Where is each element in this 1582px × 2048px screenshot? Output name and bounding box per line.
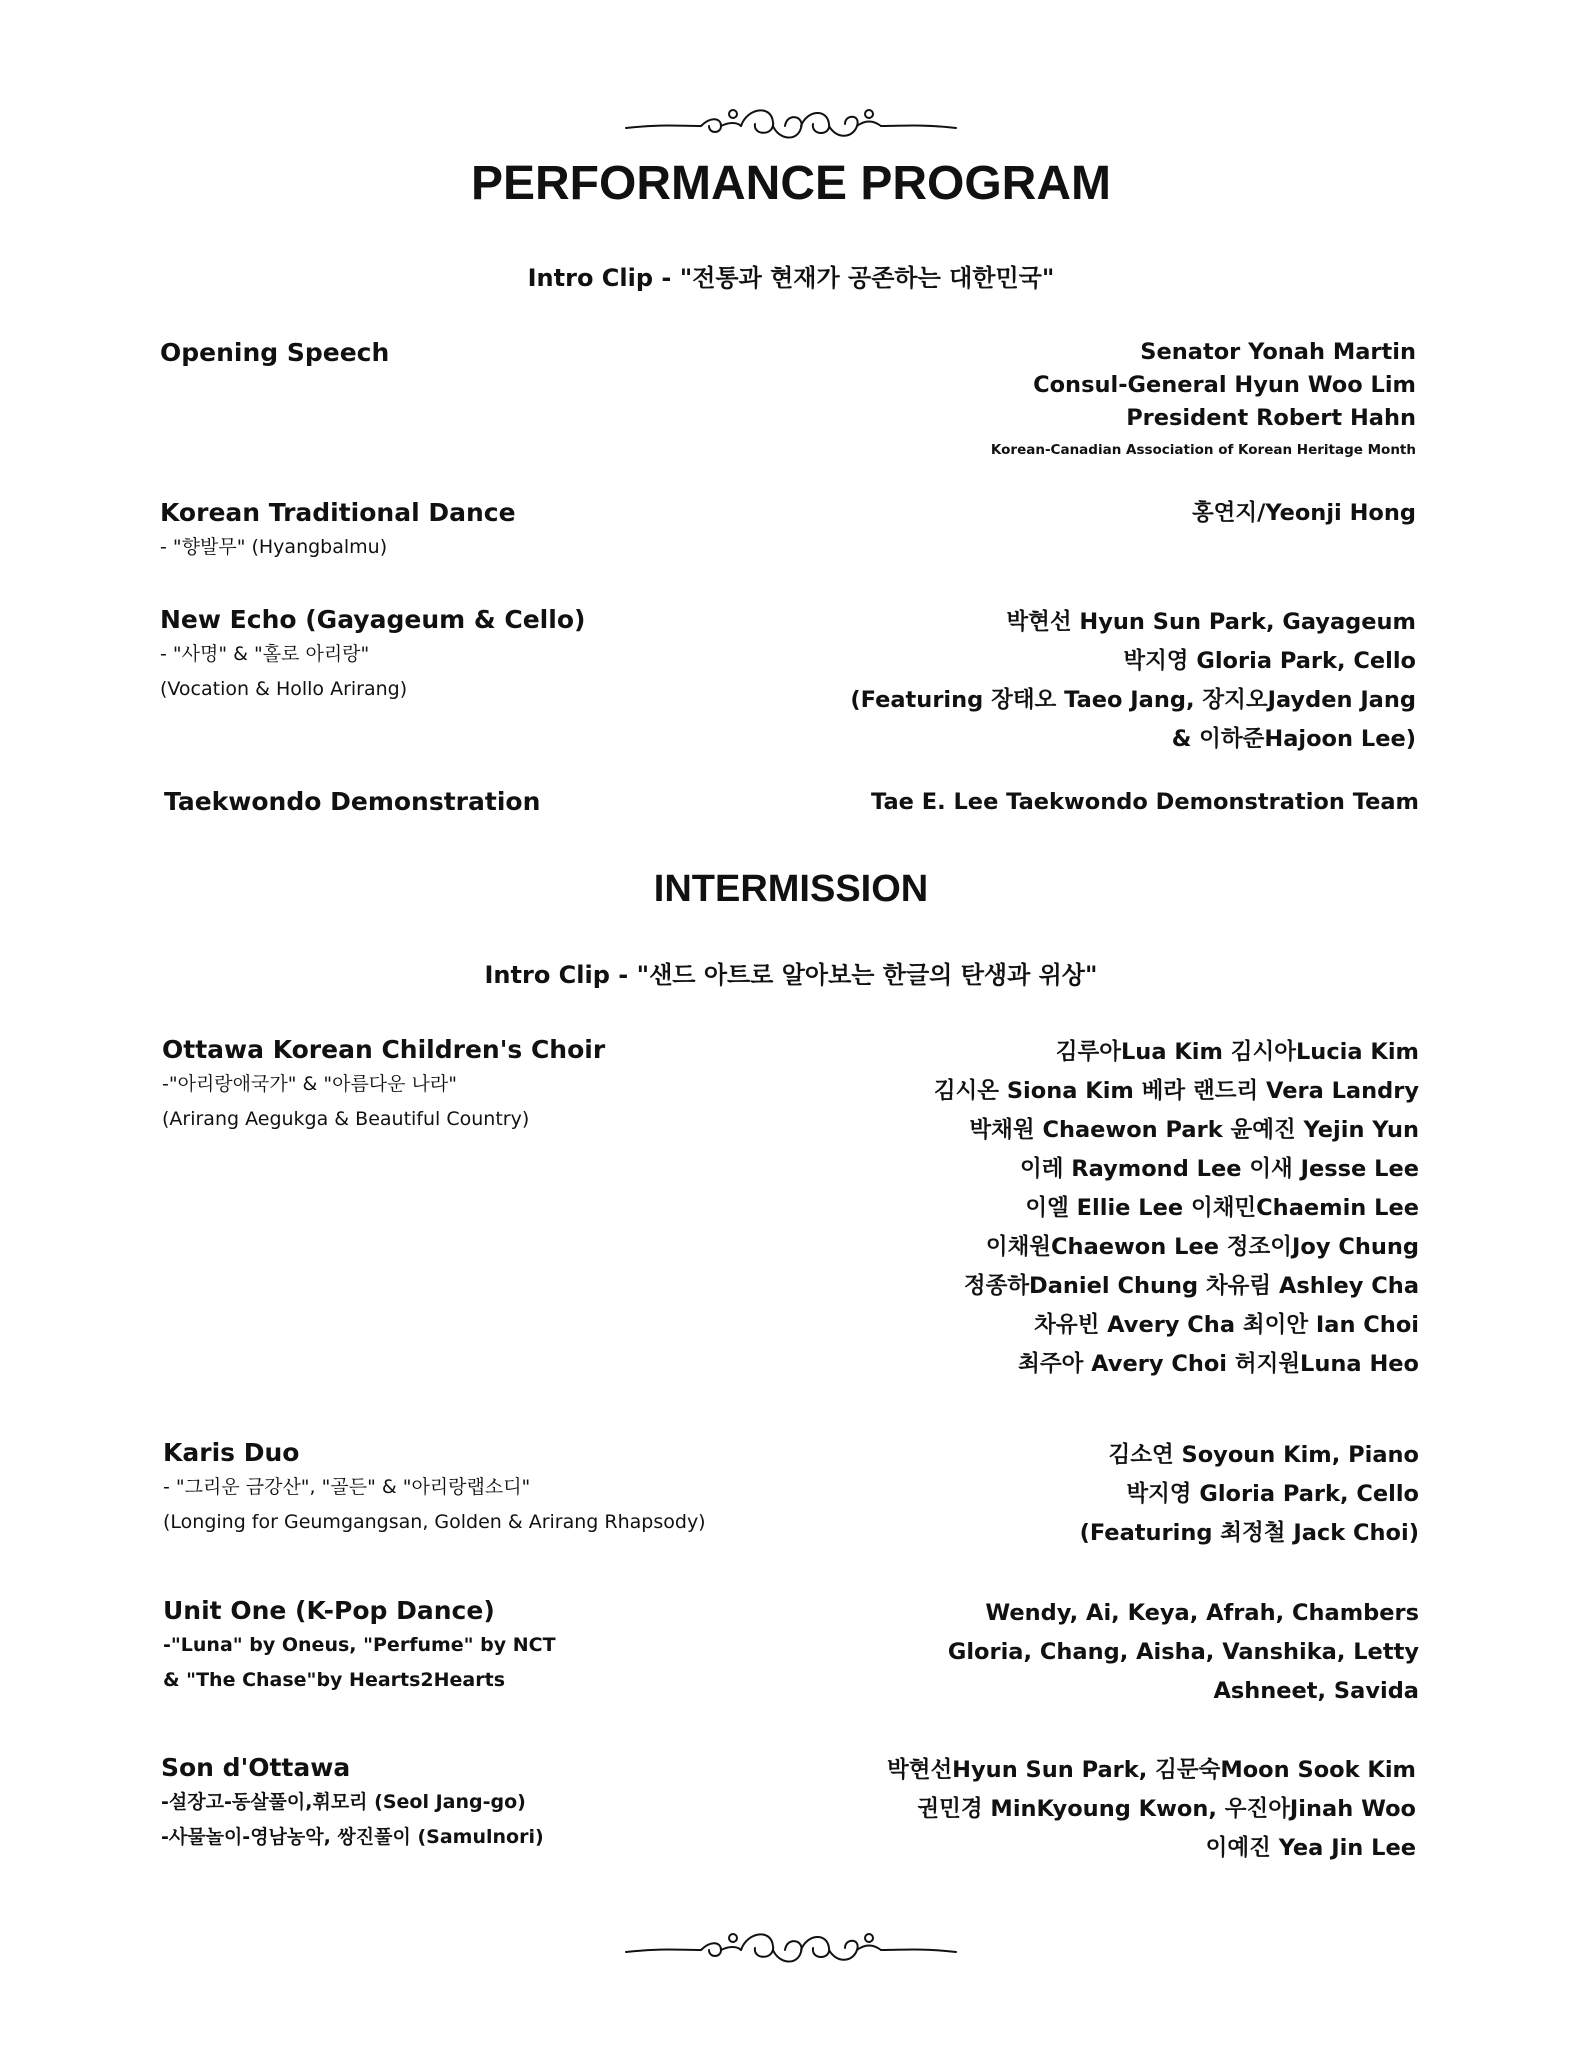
performer: 홍연지/Yeonji Hong: [1191, 500, 1416, 526]
performer: & 이하준Hajoon Lee): [1171, 726, 1416, 752]
bottom-ornament: [0, 1920, 1582, 1980]
performer: (Featuring 최정철 Jack Choi): [1079, 1520, 1419, 1546]
flourish-icon: [621, 1920, 961, 1980]
intermission-heading: INTERMISSION: [653, 868, 929, 910]
intro-clip-1: Intro Clip - "전통과 현재가 공존하는 대한민국": [527, 264, 1055, 292]
item-subtitle: - "향발무" (Hyangbalmu): [160, 536, 388, 558]
performer: 박지영 Gloria Park, Cello: [1123, 648, 1416, 674]
top-ornament: [0, 96, 1582, 156]
item-subtitle: -사물놀이-영남농악, 쌍진풀이 (Samulnori): [161, 1826, 544, 1848]
performer: Wendy, Ai, Keya, Afrah, Chambers: [985, 1600, 1419, 1626]
page-title: PERFORMANCE PROGRAM: [470, 157, 1111, 210]
item-title: Karis Duo: [163, 1438, 300, 1467]
performer: 이엘 Ellie Lee 이채민Chaemin Lee: [1025, 1195, 1419, 1221]
item-subtitle: & "The Chase"by Hearts2Hearts: [163, 1669, 506, 1691]
performer: 정종하Daniel Chung 차유림 Ashley Cha: [963, 1273, 1419, 1299]
item-subtitle: (Longing for Geumgangsan, Golden & Arirang Rhapsody): [163, 1511, 706, 1533]
performer: Senator Yonah Martin: [1140, 339, 1416, 365]
performer: 최주아 Avery Choi 허지원Luna Heo: [1018, 1351, 1419, 1377]
performer: 권민경 MinKyoung Kwon, 우진아Jinah Woo: [917, 1796, 1416, 1822]
performer: 이채원Chaewon Lee 정조이Joy Chung: [985, 1234, 1419, 1260]
performer: 박현선 Hyun Sun Park, Gayageum: [1006, 609, 1416, 635]
item-subtitle: -설장고-동살풀이,휘모리 (Seol Jang-go): [161, 1791, 526, 1813]
performer: Ashneet, Savida: [1213, 1678, 1419, 1704]
performer: 김시온 Siona Kim 베라 랜드리 Vera Landry: [933, 1078, 1419, 1104]
item-subtitle: (Arirang Aegukga & Beautiful Country): [162, 1108, 530, 1130]
item-subtitle: -"Luna" by Oneus, "Perfume" by NCT: [163, 1634, 556, 1656]
performer: 이레 Raymond Lee 이새 Jesse Lee: [1019, 1156, 1419, 1182]
item-title: Ottawa Korean Children's Choir: [162, 1035, 606, 1064]
performer: (Featuring 장태오 Taeo Jang, 장지오Jayden Jang: [850, 687, 1416, 713]
item-title: Opening Speech: [160, 338, 390, 367]
item-title: New Echo (Gayageum & Cello): [160, 605, 586, 634]
performer: 김소연 Soyoun Kim, Piano: [1108, 1442, 1419, 1468]
performer: 차유빈 Avery Cha 최이안 Ian Choi: [1034, 1312, 1419, 1338]
flourish-icon: [621, 96, 961, 156]
item-subtitle: - "사명" & "홀로 아리랑": [160, 643, 370, 665]
item-subtitle: (Vocation & Hollo Arirang): [160, 678, 408, 700]
performer: Tae E. Lee Taekwondo Demonstration Team: [871, 789, 1419, 815]
item-subtitle: - "그리운 금강산", "골든" & "아리랑랩소디": [163, 1476, 531, 1498]
item-title: Unit One (K-Pop Dance): [163, 1596, 495, 1625]
intro-clip-2: Intro Clip - "샌드 아트로 알아보는 한글의 탄생과 위상": [484, 961, 1098, 989]
performer-note: Korean-Canadian Association of Korean Heritage Month: [990, 442, 1416, 458]
performer: 김루아Lua Kim 김시아Lucia Kim: [1055, 1039, 1419, 1065]
performer: Gloria, Chang, Aisha, Vanshika, Letty: [947, 1639, 1419, 1665]
item-title: Son d'Ottawa: [161, 1753, 351, 1782]
item-subtitle: -"아리랑애국가" & "아름다운 나라": [162, 1073, 457, 1095]
performer: 박채원 Chaewon Park 윤예진 Yejin Yun: [969, 1117, 1419, 1143]
item-title: Taekwondo Demonstration: [164, 787, 541, 816]
performer: 이예진 Yea Jin Lee: [1205, 1835, 1416, 1861]
performer: 박지영 Gloria Park, Cello: [1126, 1481, 1419, 1507]
performer: President Robert Hahn: [1126, 405, 1416, 431]
performer: 박현선Hyun Sun Park, 김문숙Moon Sook Kim: [886, 1757, 1416, 1783]
item-title: Korean Traditional Dance: [160, 498, 516, 527]
performer: Consul-General Hyun Woo Lim: [1033, 372, 1416, 398]
